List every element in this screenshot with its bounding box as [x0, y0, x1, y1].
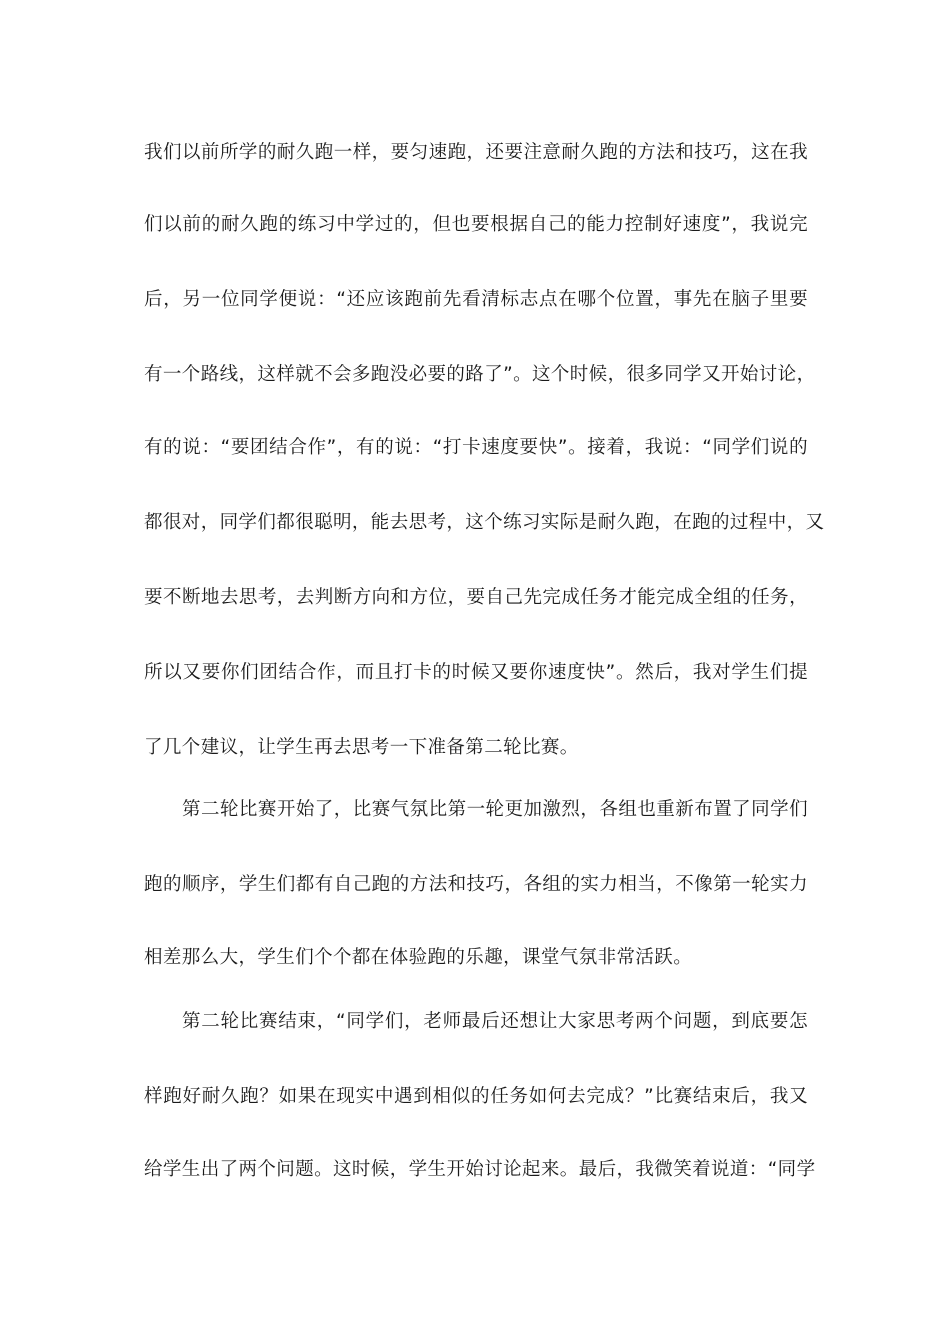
- text-line-9: 了几个建议，让学生再去思考一下准备第二轮比赛。: [144, 737, 579, 758]
- text-line-4: 有一个路线，这样就不会多跑没必要的路了”。这个时候，很多同学又开始讨论，: [144, 364, 816, 385]
- text-line-8: 所以又要你们团结合作，而且打卡的时候又要你速度快”。然后，我对学生们提: [144, 662, 808, 683]
- text-line-3: 后，另一位同学便说：“还应该跑前先看清标志点在哪个位置，事先在脑子里要: [144, 289, 808, 310]
- text-line-7: 要不断地去思考，去判断方向和方位，要自己先完成任务才能完成全组的任务，: [144, 587, 808, 608]
- text-line-13: 第二轮比赛结束，“同学们，老师最后还想让大家思考两个问题，到底要怎: [182, 1011, 808, 1032]
- text-line-5: 有的说：“要团结合作”，有的说：“打卡速度要快”。接着，我说：“同学们说的: [144, 437, 808, 458]
- text-line-15: 给学生出了两个问题。这时候，学生开始讨论起来。最后，我微笑着说道：“同学: [144, 1159, 816, 1180]
- text-line-14: 样跑好耐久跑？如果在现实中遇到相似的任务如何去完成？”比赛结束后，我又: [144, 1086, 808, 1107]
- text-line-2: 们以前的耐久跑的练习中学过的，但也要根据自己的能力控制好速度”，我说完: [144, 214, 808, 235]
- text-line-10: 第二轮比赛开始了，比赛气氛比第一轮更加激烈，各组也重新布置了同学们: [182, 799, 808, 820]
- text-line-12: 相差那么大，学生们个个都在体验跑的乐趣，课堂气氛非常活跃。: [144, 947, 693, 968]
- text-line-1: 我们以前所学的耐久跑一样，要匀速跑，还要注意耐久跑的方法和技巧，这在我: [144, 142, 808, 163]
- text-line-11: 跑的顺序，学生们都有自己跑的方法和技巧，各组的实力相当，不像第一轮实力: [144, 874, 808, 895]
- text-line-6: 都很对，同学们都很聪明，能去思考，这个练习实际是耐久跑，在跑的过程中，又: [144, 512, 825, 533]
